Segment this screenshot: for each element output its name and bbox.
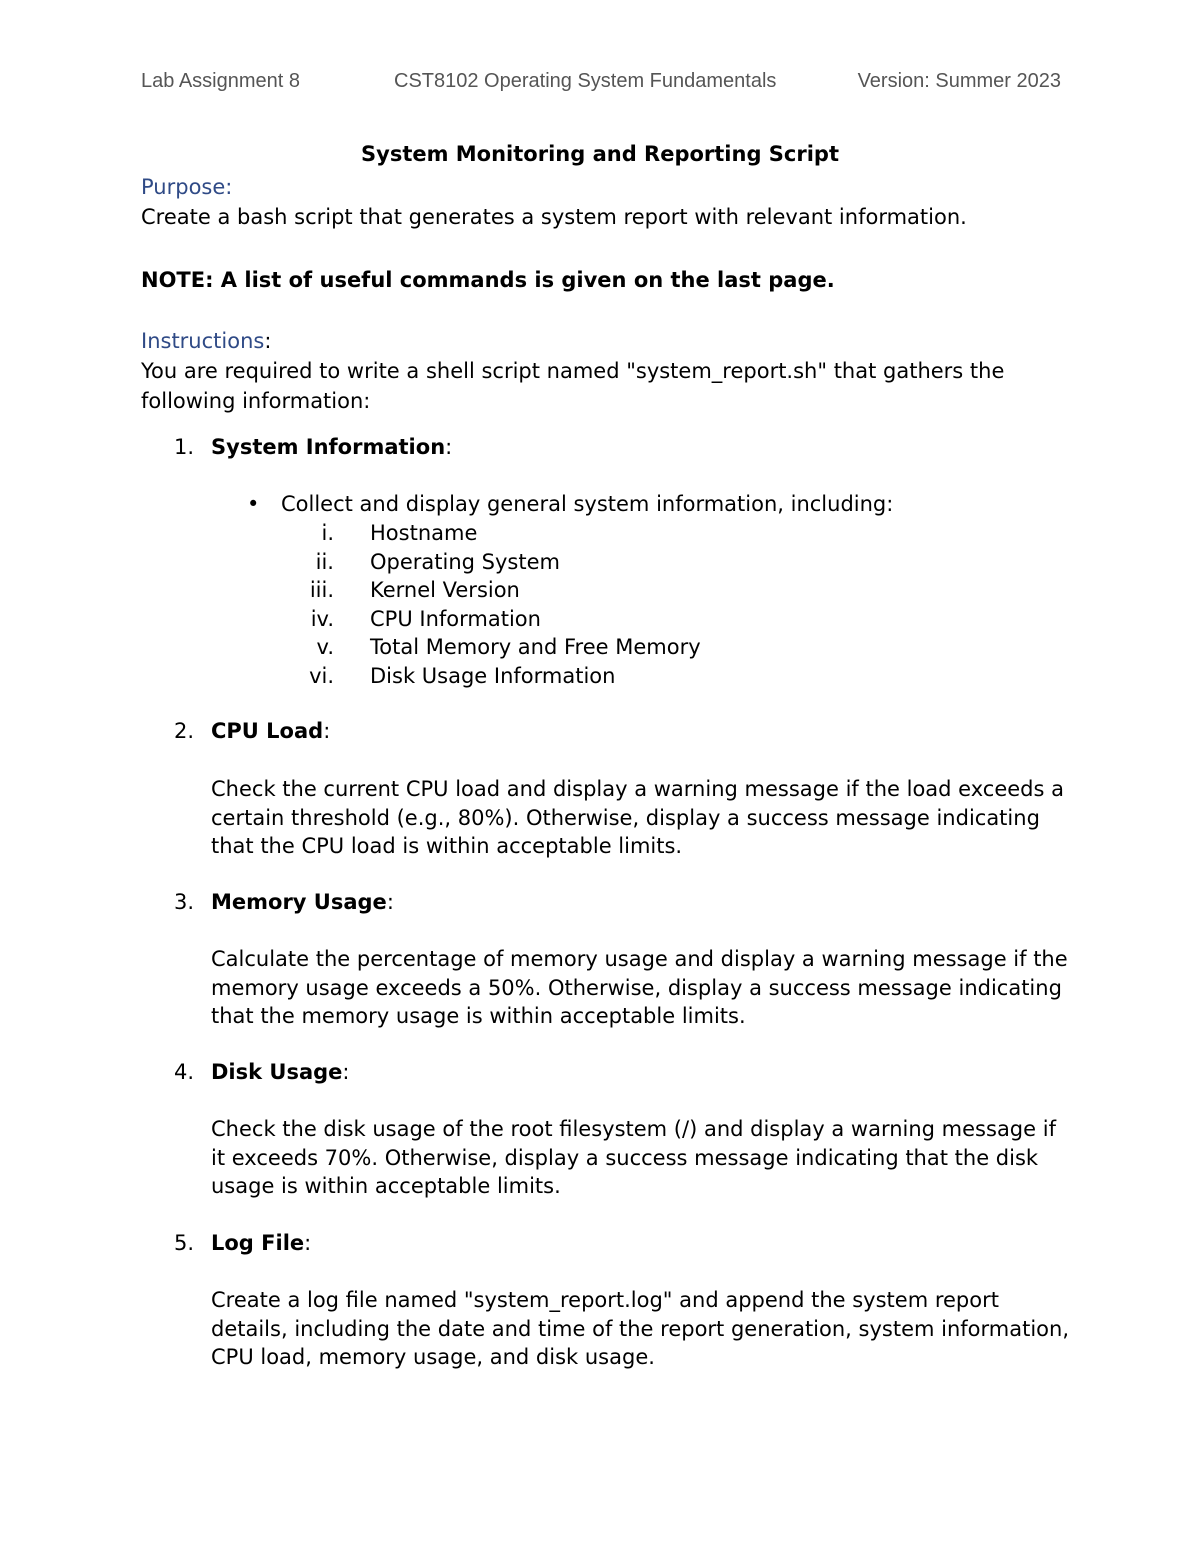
purpose-text: Create a bash script that generates a system report with relevant information. (141, 205, 967, 229)
sub-item-numeral: vi. (309, 663, 334, 688)
document-page: Lab Assignment 8 CST8102 Operating System Fundamentals Version: Summer 2023 System Monitoring and Reporting Script Purpose: Create a bash script that generates a system report with relevant information. NOTE: A list of useful commands is given on the last page. Instructions: You are required to write a shell script named "system_report.sh" that gathers the following information: 1. System Information: • Collect and display general system information, including: i. Hostname ii. Operating System iii. Kernel Version iv. CPU Information v. Total Memory and Free Memory vi. Disk Usage Information 2. CPU Load: Check the current CPU load and display a warning message if the load exceeds a certain threshold (e.g., 80%). Otherwise, display a success message indicating that the CPU load is within acceptable limits. 3. Memory Usage: Calculate the percentage of memory usage and display a warning message if the memory usage exceeds a 50%. Otherwise, display a success message indicating that the memory usage is within acceptable limits. 4. Disk Usage: Check the disk usage of the root filesystem (/) and display a warning message if it exceeds 70%. Otherwise, display a success message indicating that the disk usage is within acceptable limits. 5. Log File: Create a log file named "system_report.log" and append the system report details, including the date and time of the report generation, system information, CPU load, memory usage, and disk usage. (0, 0, 1200, 1553)
instructions-section (141, 326, 1081, 416)
instructions-heading (141, 326, 1081, 356)
sub-item-numeral: v. (316, 635, 334, 659)
instructions-colon: : (264, 329, 272, 353)
paragraph-line: Check the disk usage of the root filesystem (/) and display a warning message if (211, 1117, 1056, 1141)
item-number: 1. (174, 435, 195, 459)
instructions-label: Instructions (141, 329, 265, 353)
item-heading: CPU Load (211, 719, 324, 743)
page-header (141, 70, 1061, 100)
item-heading: System Information (211, 435, 446, 459)
header-course-title: CST8102 Operating System Fundamentals (394, 70, 777, 92)
paragraph-line: Create a log file named "system_report.log" and append the system report (211, 1288, 999, 1312)
item-heading: Memory Usage (211, 890, 387, 914)
item-paragraph (211, 1115, 1071, 1201)
item-heading: Disk Usage (211, 1060, 343, 1084)
sub-item-text: Total Memory and Free Memory (370, 635, 701, 659)
paragraph-line: CPU load, memory usage, and disk usage. (211, 1345, 655, 1369)
paragraph-line: Check the current CPU load and display a warning message if the load exceeds a (211, 777, 1064, 801)
sub-item-text: Kernel Version (370, 578, 520, 602)
document-title: System Monitoring and Reporting Script (361, 142, 839, 166)
note-text: NOTE: A list of useful commands is given on the last page. (141, 268, 835, 292)
paragraph-line: that the CPU load is within acceptable limits. (211, 834, 683, 858)
paragraph-line: that the memory usage is within acceptable limits. (211, 1004, 746, 1028)
paragraph-line: details, including the date and time of the report generation, system information, (211, 1316, 1069, 1341)
sub-item-text: Disk Usage Information (370, 663, 616, 688)
paragraph-line: Calculate the percentage of memory usage and display a warning message if the (211, 947, 1068, 971)
purpose-label: Purpose: (141, 175, 233, 199)
sub-item-text: CPU Information (370, 606, 541, 631)
sub-item-numeral: i. (321, 521, 334, 545)
item-number: 2. (174, 719, 195, 743)
paragraph-line: certain threshold (e.g., 80%). Otherwise, display a success message indicating (211, 805, 1040, 830)
item-heading: Log File (211, 1231, 305, 1255)
purpose-section (141, 172, 1081, 232)
sub-item-numeral: ii. (315, 549, 334, 574)
bullet-text: Collect and display general system information, including: (281, 492, 894, 516)
header-lab-number: Lab Assignment 8 (141, 70, 300, 92)
sub-item-numeral: iii. (309, 578, 334, 602)
sub-item-text: Hostname (370, 521, 478, 545)
header-version: Version: Summer 2023 (857, 70, 1061, 92)
sub-item-numeral: iv. (310, 606, 334, 631)
paragraph-line: usage is within acceptable limits. (211, 1174, 561, 1198)
item-paragraph (211, 775, 1071, 861)
bullet-icon: • (247, 492, 260, 516)
item-number: 4. (174, 1060, 195, 1084)
item-paragraph (211, 945, 1071, 1031)
item-paragraph (211, 1286, 1071, 1372)
paragraph-line: memory usage exceeds a 50%. Otherwise, display a success message indicating (211, 975, 1062, 1000)
paragraph-line: it exceeds 70%. Otherwise, display a success message indicating that the disk (211, 1145, 1039, 1170)
instructions-line-1: You are required to write a shell script named "system_report.sh" that gathers the (141, 359, 1005, 383)
item-number: 5. (174, 1231, 195, 1255)
instructions-line-2: following information: (141, 389, 371, 413)
item-number: 3. (174, 890, 195, 914)
sub-item-text: Operating System (370, 549, 560, 574)
